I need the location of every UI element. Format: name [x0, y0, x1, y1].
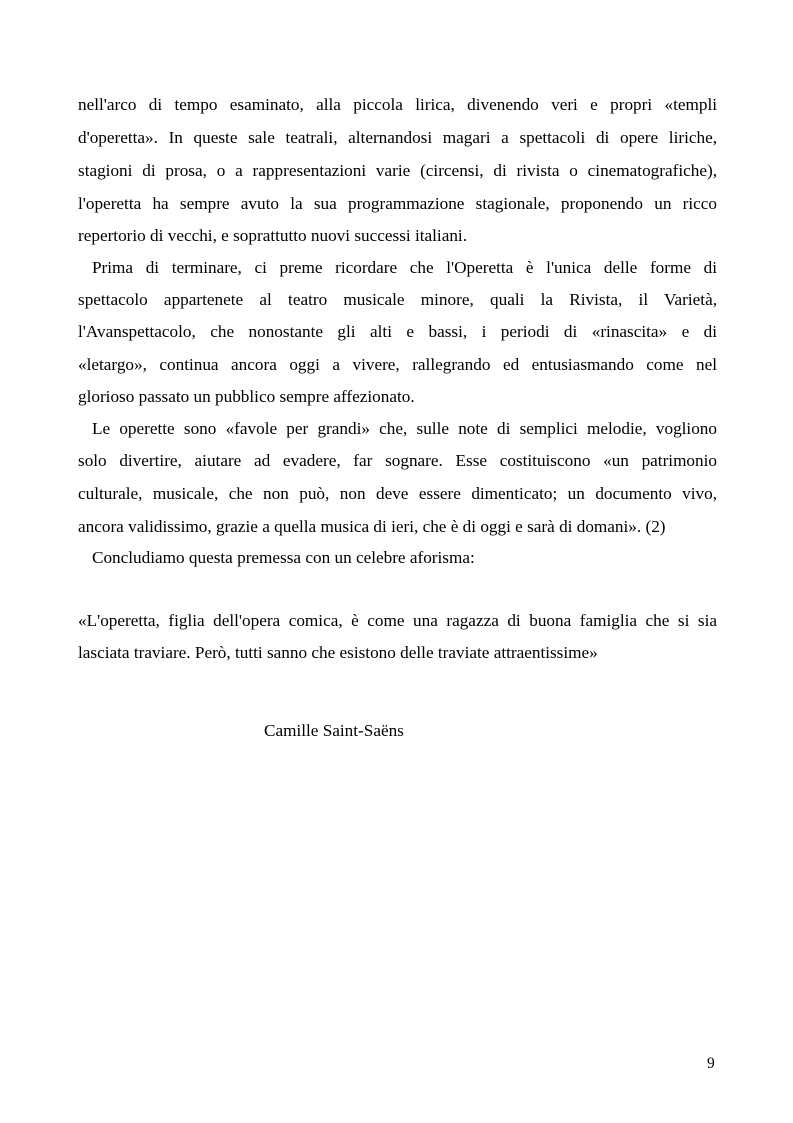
- text-line: l'operetta ha sempre avuto la sua programmazione stagionale, proponendo un ricco: [78, 194, 717, 213]
- text-line: Le operette sono «favole per grandi» che, sulle note di semplici melodie, vogliono: [92, 419, 717, 438]
- quote-line: «L'operetta, figlia dell'opera comica, è come una ragazza di buona famiglia che si sia: [78, 611, 717, 630]
- text-line: spettacolo appartenete al teatro musicale minore, quali la Rivista, il Varietà,: [78, 290, 717, 309]
- text-line: Concludiamo questa premessa con un celebre aforisma:: [92, 548, 475, 567]
- text-line: repertorio di vecchi, e soprattutto nuovi successi italiani.: [78, 226, 467, 245]
- text-line: «letargo», continua ancora oggi a vivere, rallegrando ed entusiasmando come nel: [78, 355, 717, 374]
- text-line: d'operetta». In queste sale teatrali, alternandosi magari a spettacoli di opere liriche,: [78, 128, 717, 147]
- text-line: l'Avanspettacolo, che nonostante gli alti e bassi, i periodi di «rinascita» e di: [78, 322, 717, 341]
- text-line: stagioni di prosa, o a rappresentazioni varie (circensi, di rivista o cinematografiche),: [78, 161, 717, 180]
- text-line: nell'arco di tempo esaminato, alla piccola lirica, divenendo veri e propri «templi: [78, 95, 717, 114]
- quote-author: Camille Saint-Saëns: [264, 721, 404, 740]
- page-number: 9: [707, 1055, 715, 1072]
- text-line: ancora validissimo, grazie a quella musica di ieri, che è di oggi e sarà di domani». (2): [78, 517, 666, 536]
- text-line: solo divertire, aiutare ad evadere, far sognare. Esse costituiscono «un patrimonio: [78, 451, 717, 470]
- text-line: glorioso passato un pubblico sempre affezionato.: [78, 387, 415, 406]
- quote-line: lasciata traviare. Però, tutti sanno che esistono delle traviate attraentissime»: [78, 643, 598, 662]
- text-line: Prima di terminare, ci preme ricordare che l'Operetta è l'unica delle forme di: [92, 258, 717, 277]
- text-line: culturale, musicale, che non può, non deve essere dimenticato; un documento vivo,: [78, 484, 717, 503]
